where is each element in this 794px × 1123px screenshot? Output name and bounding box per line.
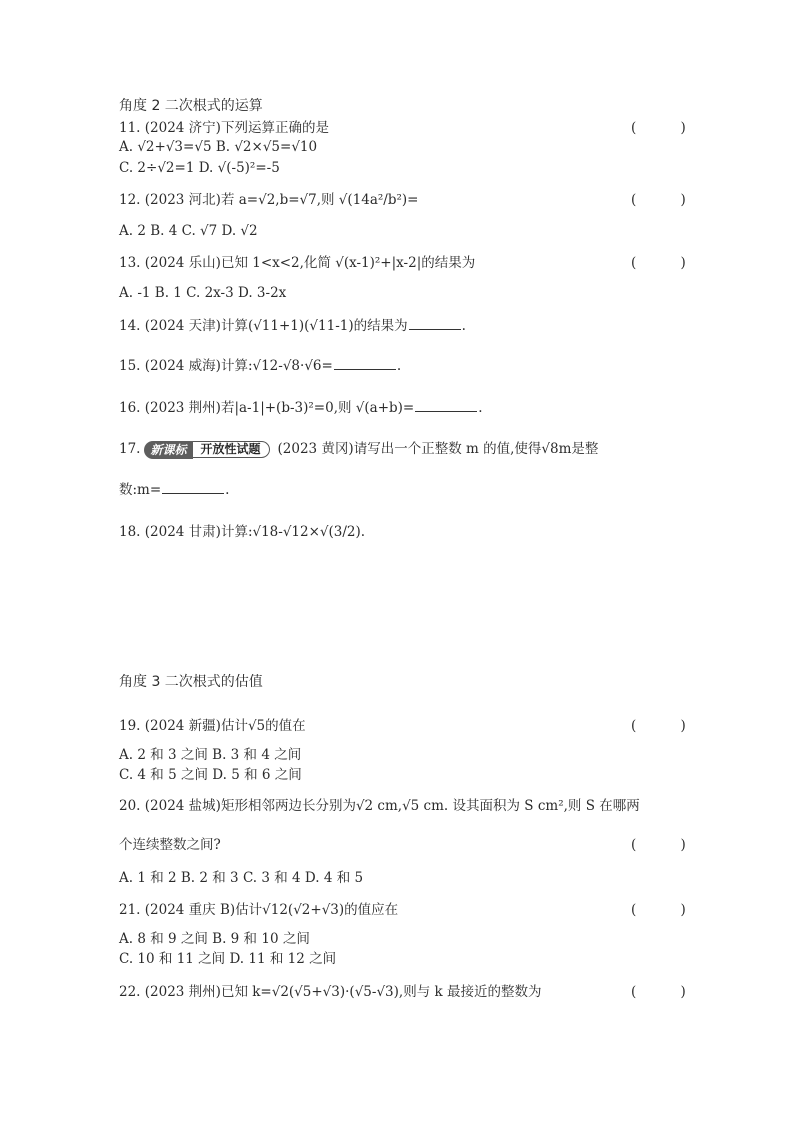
section-2-title: 角度 2 二次根式的运算 bbox=[119, 98, 263, 114]
q18-stem: 18. (2024 甘肃)计算:√18-√12×√(3/2). bbox=[119, 524, 366, 540]
q16-line bbox=[119, 399, 483, 417]
q17-end: . bbox=[225, 482, 230, 498]
q21-options-ab: A. 8 和 9 之间 B. 9 和 10 之间 bbox=[119, 931, 310, 947]
q13-options: A. -1 B. 1 C. 2x-3 D. 3-2x bbox=[119, 285, 287, 301]
q17-answer-blank[interactable] bbox=[162, 481, 224, 494]
q11-options-cd: C. 2÷√2=1 D. √(-5)²=-5 bbox=[119, 160, 280, 176]
q19-stem: 19. (2024 新疆)估计√5的值在 bbox=[119, 718, 306, 734]
q12-answer-parens: ( ) bbox=[631, 192, 706, 208]
q15-answer-blank[interactable] bbox=[334, 357, 396, 370]
q20-continuation: 个连续整数之间? bbox=[119, 837, 221, 853]
q16-stem: 16. (2023 荆州)若|a-1|+(b-3)²=0,则 √(a+b)= bbox=[119, 400, 415, 416]
q14-answer-blank[interactable] bbox=[409, 317, 461, 330]
q22-answer-parens: ( ) bbox=[631, 984, 706, 1000]
q21-answer-parens: ( ) bbox=[631, 902, 706, 918]
q13-stem: 13. (2024 乐山)已知 1<x<2,化简 √(x-1)²+|x-2|的结果为 bbox=[119, 255, 476, 271]
q22-stem: 22. (2023 荆州)已知 k=√2(√5+√3)·(√5-√3),则与 k 最接近的整数为 bbox=[119, 984, 542, 1000]
q11-answer-parens: ( ) bbox=[631, 120, 706, 136]
q15-stem: 15. (2024 威海)计算:√12-√8·√6= bbox=[119, 358, 333, 374]
q16-answer-blank[interactable] bbox=[415, 399, 477, 412]
section-3-title: 角度 3 二次根式的估值 bbox=[119, 674, 263, 690]
badge-open-question: 开放性试题 bbox=[193, 441, 270, 458]
q20-answer-parens: ( ) bbox=[631, 837, 706, 853]
badge-new-curriculum: 新课标 bbox=[144, 441, 192, 459]
q14-end: . bbox=[461, 318, 466, 334]
q16-end: . bbox=[478, 400, 483, 416]
q12-stem: 12. (2023 河北)若 a=√2,b=√7,则 √(14a²/b²)= bbox=[119, 192, 419, 208]
q15-line bbox=[119, 357, 401, 375]
q12-options: A. 2 B. 4 C. √7 D. √2 bbox=[119, 223, 258, 239]
q11-options-ab: A. √2+√3=√5 B. √2×√5=√10 bbox=[119, 139, 318, 155]
q19-options-cd: C. 4 和 5 之间 D. 5 和 6 之间 bbox=[119, 767, 302, 783]
q21-options-cd: C. 10 和 11 之间 D. 11 和 12 之间 bbox=[119, 951, 337, 967]
q17-cont: 数:m= bbox=[119, 482, 162, 498]
q14-stem: 14. (2024 天津)计算(√11+1)(√11-1)的结果为 bbox=[119, 318, 408, 334]
q14-line bbox=[119, 317, 466, 335]
q19-options-ab: A. 2 和 3 之间 B. 3 和 4 之间 bbox=[119, 747, 302, 763]
q15-end: . bbox=[396, 358, 402, 374]
q17-stem: (2023 黄冈)请写出一个正整数 m 的值,使得√8m是整 bbox=[277, 441, 599, 457]
q11-stem: 11. (2024 济宁)下列运算正确的是 bbox=[119, 120, 329, 136]
q17-line bbox=[119, 440, 598, 459]
q19-answer-parens: ( ) bbox=[631, 718, 706, 734]
q20-options: A. 1 和 2 B. 2 和 3 C. 3 和 4 D. 4 和 5 bbox=[119, 870, 364, 886]
open-question-badge bbox=[144, 441, 269, 459]
q17-continuation bbox=[119, 481, 229, 499]
q13-answer-parens: ( ) bbox=[631, 255, 706, 271]
q17-number: 17. bbox=[119, 441, 141, 457]
q20-stem: 20. (2024 盐城)矩形相邻两边长分别为√2 cm,√5 cm. 设其面积为 S cm²,则 S 在哪两 bbox=[119, 798, 640, 814]
q21-stem: 21. (2024 重庆 B)估计√12(√2+√3)的值应在 bbox=[119, 902, 399, 918]
